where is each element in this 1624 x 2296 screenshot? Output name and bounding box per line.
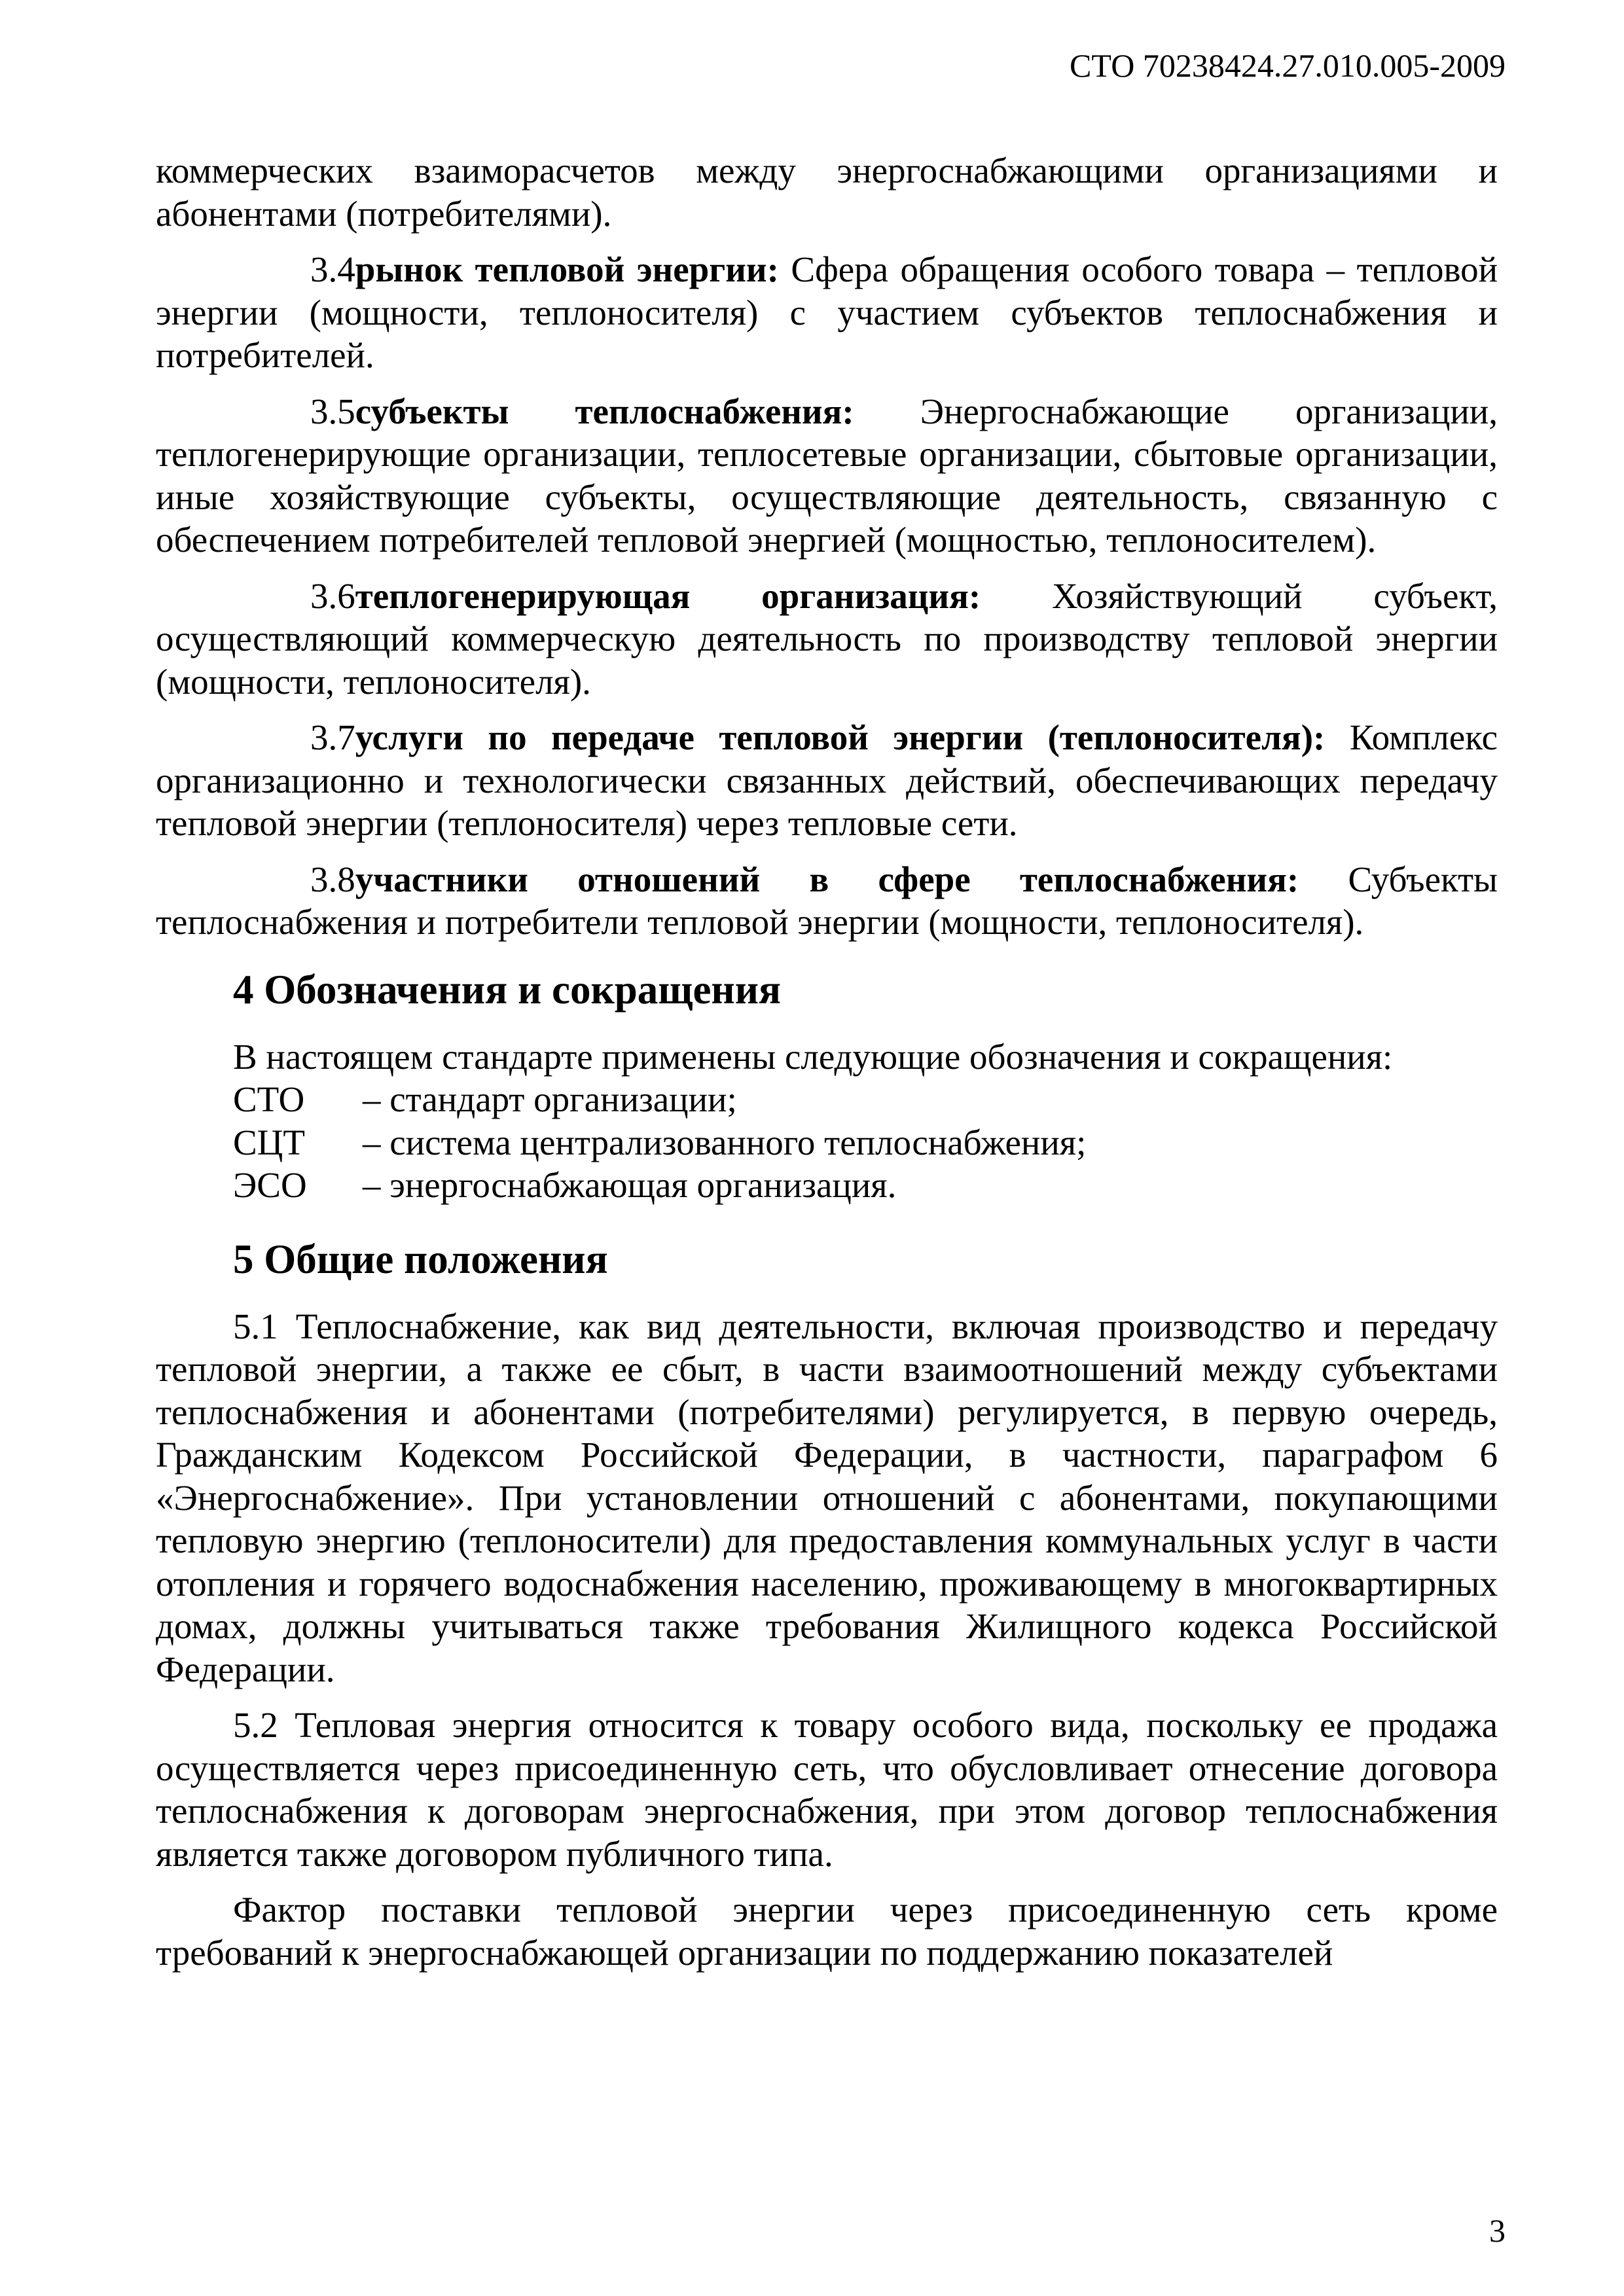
section-4-heading: 4 Обозначения и сокращения [233, 966, 782, 1013]
abbreviation-row [156, 1078, 1498, 1121]
definition-term: участники отношений в сфере теплоснабжения: [355, 859, 1299, 899]
definition-number: 3.7 [310, 717, 355, 757]
abbreviation-meaning: – стандарт организации; [363, 1079, 737, 1119]
abbreviation-meaning: – энергоснабжающая организация. [363, 1165, 897, 1205]
intro-continuation: коммерческих взаиморасчетов между энергоснабжающими организациями и абонентами (потребителями). [156, 151, 1498, 234]
definition-3-4 [156, 248, 1498, 377]
definition-text: Комплекс организационно и технологически связанных действий, обеспечивающих передачу тепловой энергии (теплоносителя) через тепловые сети. [156, 717, 1498, 843]
page-number: 3 [1489, 2212, 1506, 2249]
definition-text: Хозяйствующий субъект, осуществляющий коммерческую деятельность по производству тепловой энергии (мощности, теплоносителя). [156, 575, 1498, 702]
definition-number: 3.6 [310, 575, 355, 616]
definition-term: теплогенерирующая организация: [355, 575, 981, 616]
definition-term: услуги по передаче тепловой энергии (теплоносителя): [355, 717, 1326, 757]
section-5-heading: 5 Общие положения [233, 1236, 608, 1282]
abbreviations-intro: В настоящем стандарте применены следующие обозначения и сокращения: [233, 1036, 1393, 1077]
abbreviation-row [156, 1164, 1498, 1207]
abbreviation-code: ЭСО [233, 1165, 307, 1205]
abbreviation-code: СЦТ [233, 1122, 305, 1162]
abbreviation-row [156, 1121, 1498, 1164]
page-content [156, 149, 1498, 1987]
definition-term: рынок тепловой энергии: [355, 249, 779, 289]
definition-3-6 [156, 575, 1498, 704]
paragraph-5-1: 5.1 Теплоснабжение, как вид деятельности, включая производство и передачу тепловой энергии, а также ее сбыт, в части взаимоотношений между субъектами теплоснабжения и абонентами (потребителями) регулируется, в первую очередь, Гражданским Кодексом Российской Федерации, в частности, параграфом 6 «Энергоснабжение». При установлении отношений с абонентами, покупающими тепловую энергию (теплоносители) для предоставления коммунальных услуг в части отопления и горячего водоснабжения населению, проживающему в многоквартирных домах, должны учитываться также требования Жилищного кодекса Российской Федерации. [156, 1306, 1498, 1689]
definition-3-8 [156, 858, 1498, 944]
document-code-header: СТО 70238424.27.010.005-2009 [1070, 47, 1506, 84]
definition-3-5 [156, 390, 1498, 562]
definition-term: субъекты теплоснабжения: [355, 391, 854, 431]
definition-text: Энергоснабжающие организации, теплогенерирующие организации, теплосетевые организации, сбытовые организации, иные хозяйствующие субъекты, осуществляющие деятельность, связанную с обеспечением потребителей тепловой энергией (мощностью, теплоносителем). [156, 391, 1498, 560]
definition-number: 3.4 [310, 249, 355, 289]
abbreviation-meaning: – система централизованного теплоснабжения; [363, 1122, 1087, 1162]
abbreviation-code: СТО [233, 1079, 305, 1119]
definition-number: 3.8 [310, 859, 355, 899]
definition-number: 3.5 [310, 391, 355, 431]
definition-text: Сфера обращения особого товара – тепловой энергии (мощности, теплоносителя) с участием субъектов теплоснабжения и потребителей. [156, 249, 1498, 375]
definition-3-7 [156, 716, 1498, 845]
definition-text: Субъекты теплоснабжения и потребители тепловой энергии (мощности, теплоносителя). [156, 859, 1498, 942]
paragraph-5-2-continued: Фактор поставки тепловой энергии через присоединенную сеть кроме требований к энергоснабжающей организации по поддержанию показателей [156, 1890, 1498, 1973]
paragraph-5-2: 5.2 Тепловая энергия относится к товару особого вида, поскольку ее продажа осуществляется через присоединенную сеть, что обусловливает отнесение договора теплоснабжения к договорам энергоснабжения, при этом договор теплоснабжения является также договором публичного типа. [156, 1705, 1498, 1874]
